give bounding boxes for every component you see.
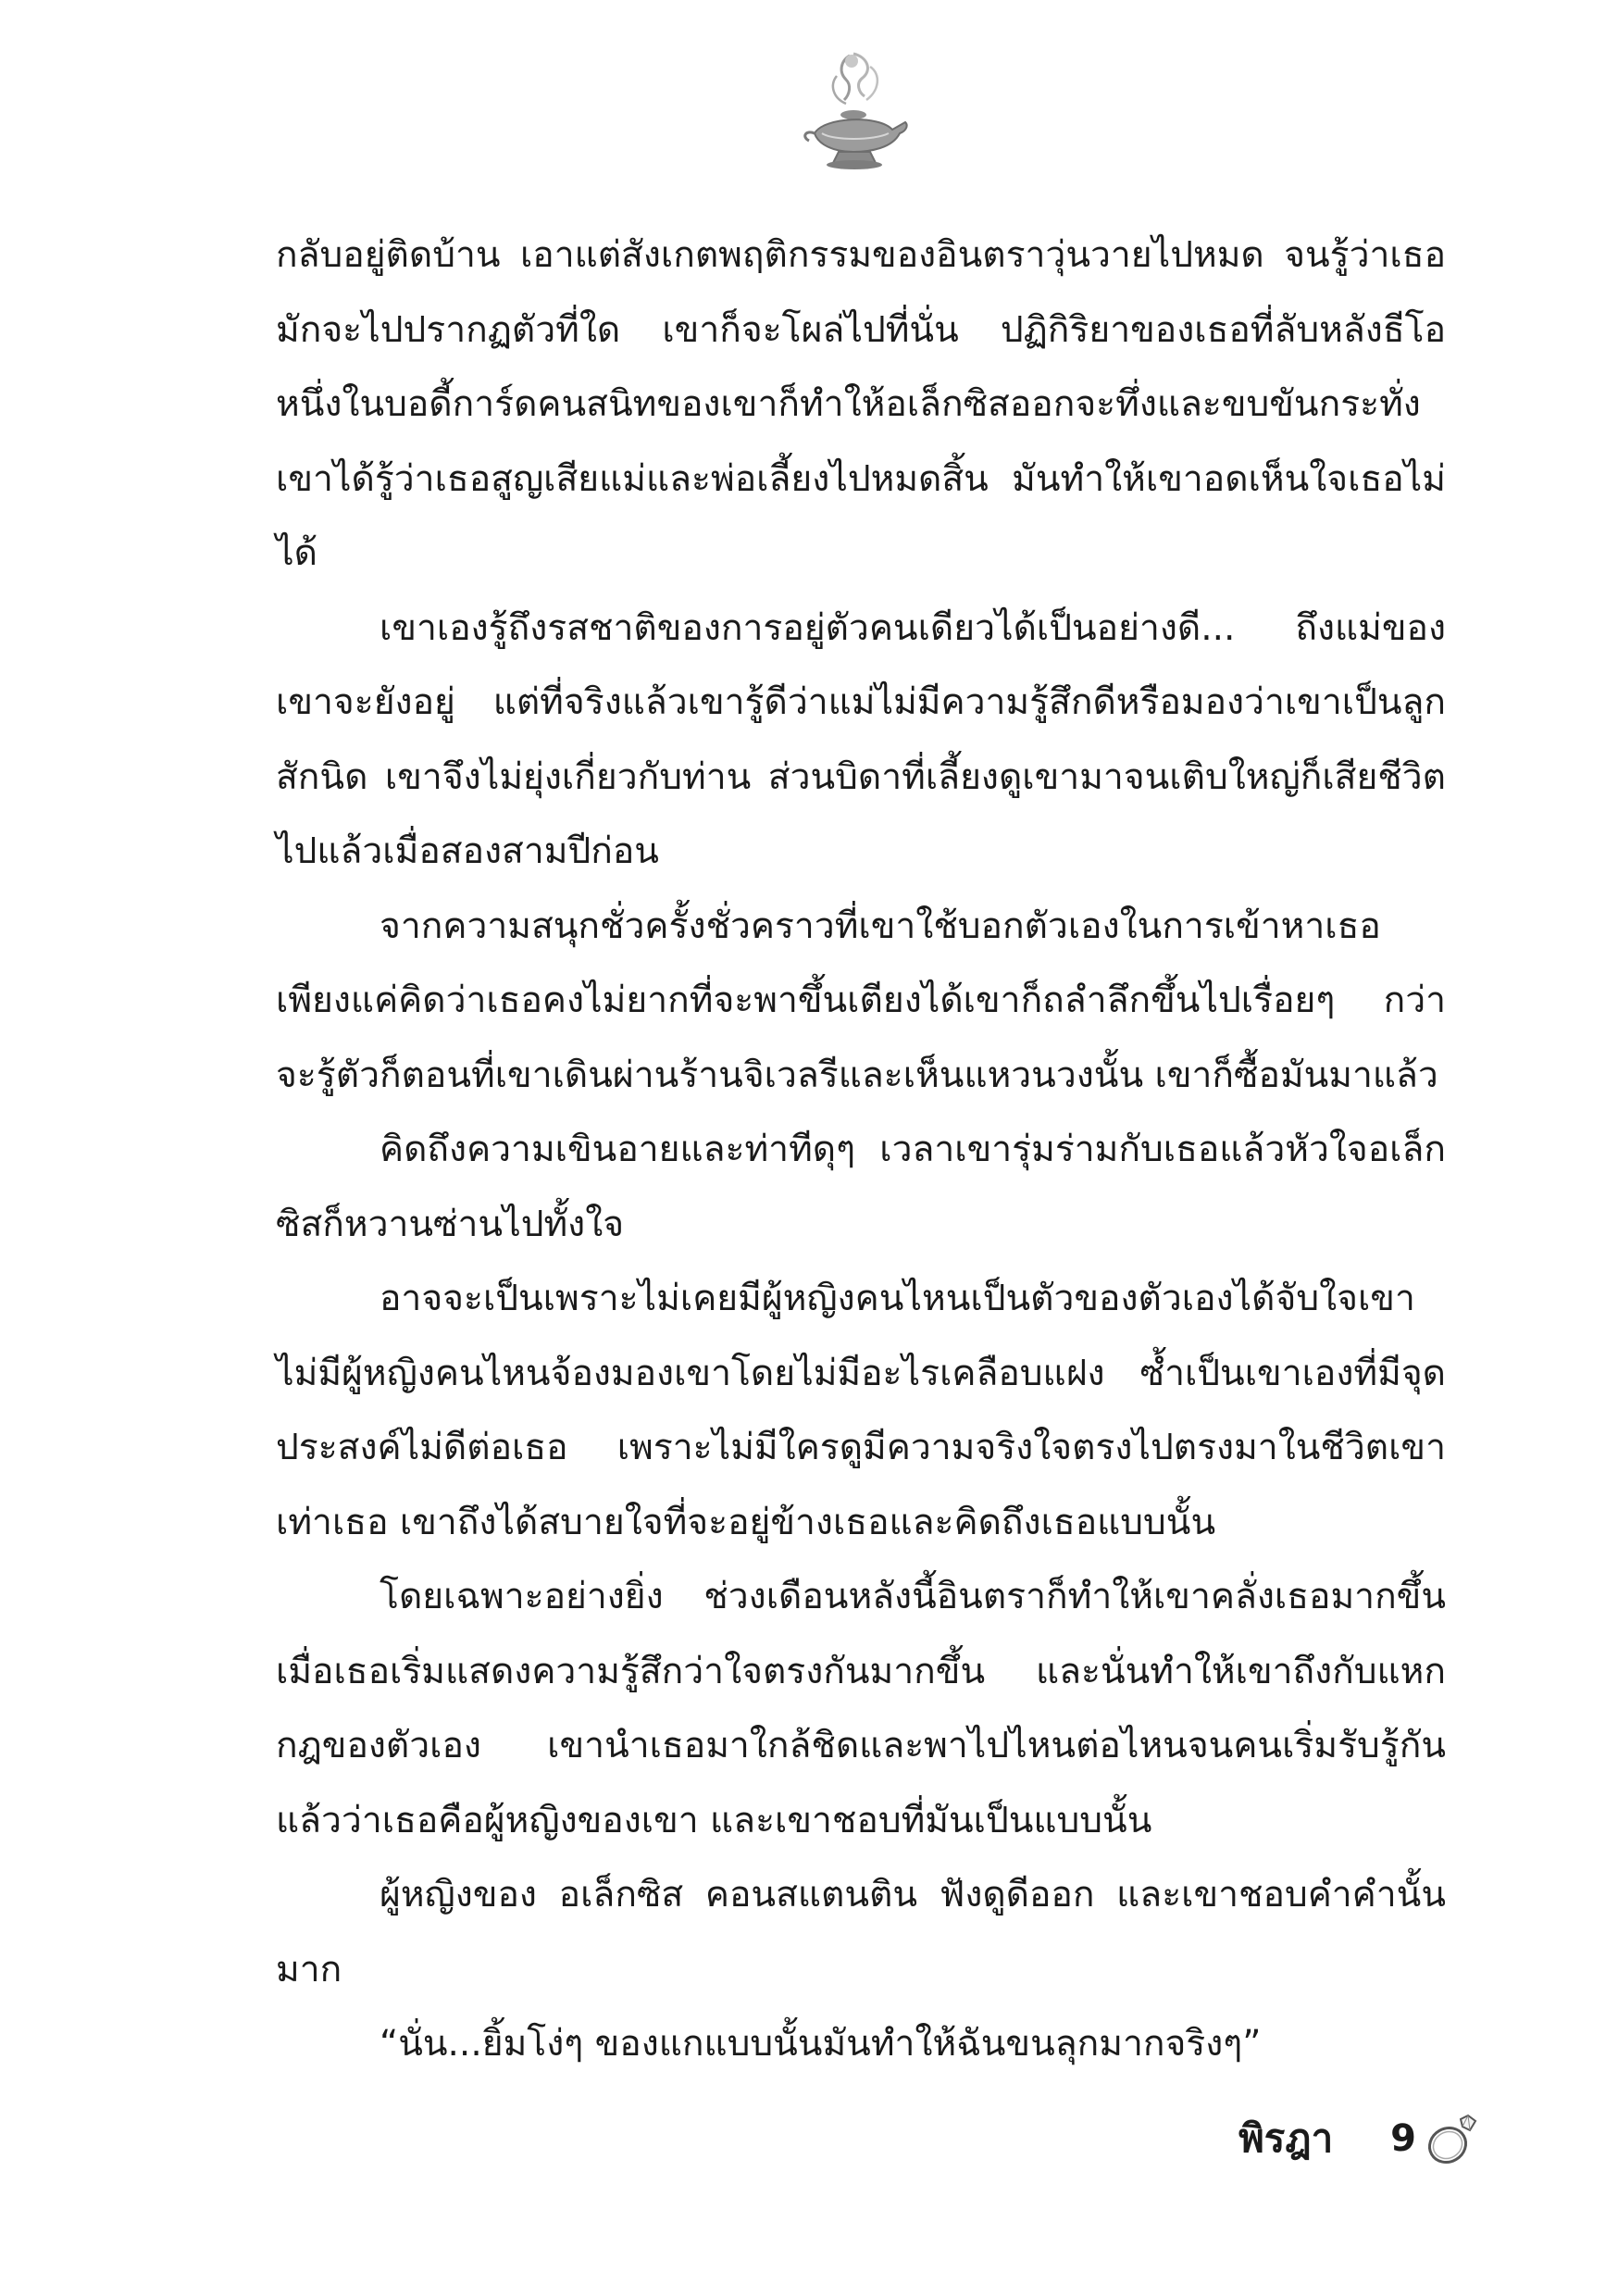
paragraph: จากความสนุกชั่วครั้งชั่วคราวที่เขาใช้บอกตัวเองในการเข้าหาเธอเพียงแค่คิดว่าเธอคงไม่ยากที่จะพาขึ้นเตียงได้เขาก็ถลำลึกขึ้นไปเรื่อยๆ กว่าจะรู้ตัวก็ตอนที่เขาเดินผ่านร้านจิเวลรีและเห็นแหวนวงนั้น เขาก็ซื้อมันมาแล้ว xyxy=(276,905,1446,1096)
diamond-ring-icon xyxy=(1424,2110,1481,2167)
paragraph: ผู้หญิงของ อเล็กซิส คอนสแตนติน ฟังดูดีออก และเขาชอบคำคำนั้นมาก xyxy=(276,1874,1446,1990)
paragraph: โดยเฉพาะอย่างยิ่ง ช่วงเดือนหลังนี้อินตราก็ทำให้เขาคลั่งเธอมากขึ้นเมื่อเธอเริ่มแสดงความรู้สึกว่าใจตรงกันมากขึ้น และนั่นทำให้เขาถึงกับแหกกฎของตัวเอง เขานำเธอมาใกล้ชิดและพาไปไหนต่อไหนจนคนเริ่มรับรู้กันแล้วว่าเธอคือผู้หญิงของเขา และเขาชอบที่มันเป็นแบบนั้น xyxy=(276,1576,1446,1841)
page-number: 9 xyxy=(1390,2117,1416,2160)
paragraph: อาจจะเป็นเพราะไม่เคยมีผู้หญิงคนไหนเป็นตัวของตัวเองได้จับใจเขา ไม่มีผู้หญิงคนไหนจ้องมองเขาโดยไม่มีอะไรเคลือบแฝง ซ้ำเป็นเขาเองที่มีจุดประสงค์ไม่ดีต่อเธอ เพราะไม่มีใครดูมีความจริงใจตรงไปตรงมาในชีวิตเขาเท่าเธอ เขาถึงได้สบายใจที่จะอยู่ข้างเธอและคิดถึงเธอแบบนั้น xyxy=(276,1278,1446,1543)
paragraph: “นั่น...ยิ้มโง่ๆ ของแกแบบนั้นมันทำให้ฉันขนลุกมากจริงๆ” xyxy=(380,2023,1262,2065)
genie-lamp-icon xyxy=(796,48,916,178)
paragraph: เขาเองรู้ถึงรสชาติของการอยู่ตัวคนเดียวได้เป็นอย่างดี... ถึงแม่ของเขาจะยังอยู่ แต่ที่จริงแล้วเขารู้ดีว่าแม่ไม่มีความรู้สึกดีหรือมองว่าเขาเป็นลูกสักนิด เขาจึงไม่ยุ่งเกี่ยวกับท่าน ส่วนบิดาที่เลี้ยงดูเขามาจนเติบใหญ่ก็เสียชีวิตไปแล้วเมื่อสองสามปีก่อน xyxy=(276,606,1446,872)
body-text xyxy=(276,218,1446,2082)
page-footer xyxy=(1185,2097,1481,2180)
author-name: พิรฎา xyxy=(1238,2115,1334,2161)
paragraph: กลับอยู่ติดบ้าน เอาแต่สังเกตพฤติกรรมของอินตราวุ่นวายไปหมด จนรู้ว่าเธอมักจะไปปรากฏตัวที่ใด เขาก็จะโผล่ไปที่นั่น ปฏิกิริยาของเธอที่ลับหลังธีโอ หนึ่งในบอดี้การ์ดคนสนิทของเขาก็ทำให้อเล็กซิสออกจะทึ่งและขบขันกระทั่งเขาได้รู้ว่าเธอสูญเสียแม่และพ่อเลี้ยงไปหมดสิ้น มันทำให้เขาอดเห็นใจเธอไม่ได้ xyxy=(276,234,1446,574)
paragraph: คิดถึงความเขินอายและท่าทีดุๆ เวลาเขารุ่มร่ามกับเธอแล้วหัวใจอเล็กซิสก็หวานซ่านไปทั้งใจ xyxy=(276,1129,1446,1245)
